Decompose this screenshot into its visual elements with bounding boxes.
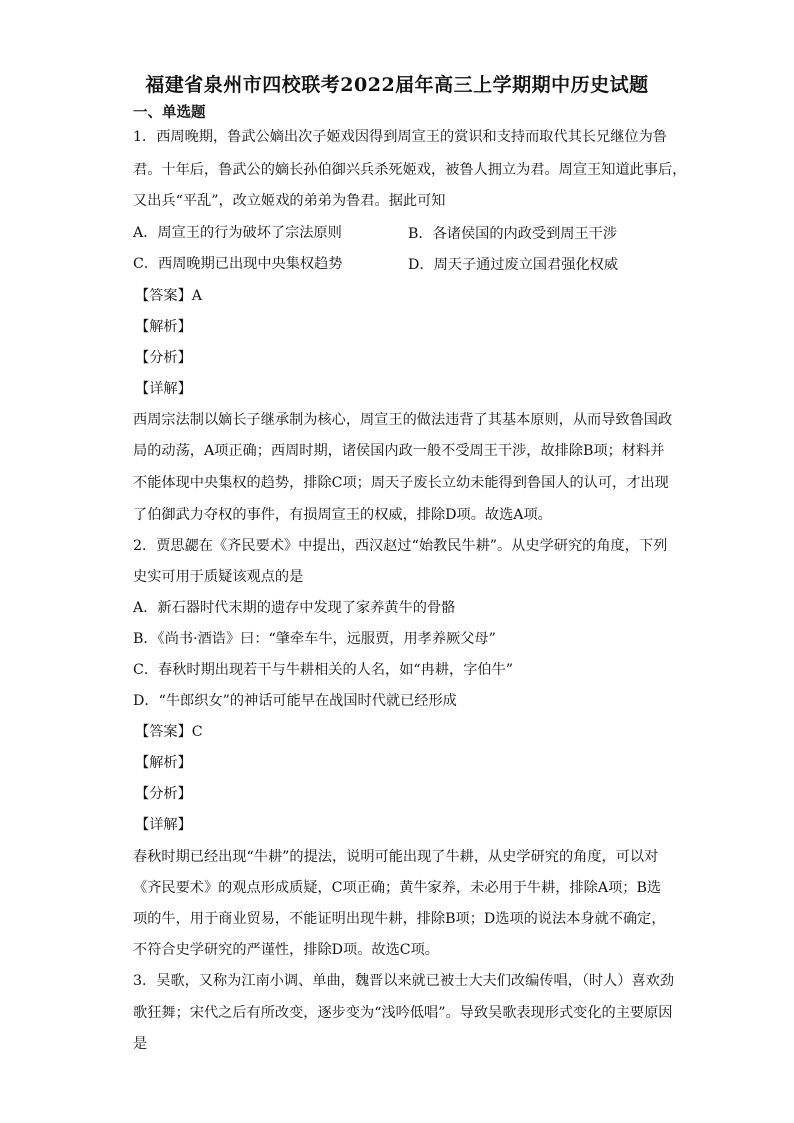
q1-option-d: D．周天子通过废立国君强化权威: [408, 257, 619, 273]
q3-stem-line-3: 是: [133, 1036, 148, 1052]
q1-explain-line-2: 局的动荡，A项正确；西周时期，诸侯国内政一般不受周王干涉，故排除B项；材料并: [133, 443, 665, 459]
q2-option-b: B．《尚书·酒诰》曰：“肇牵车牛，远服贾，用孝养厥父母”: [133, 631, 496, 647]
section-heading: 一、单选题: [133, 104, 206, 121]
q2-explain-line-4: 不符合史学研究的严谨性，排除D项。故选C项。: [133, 942, 439, 958]
document-title: 福建省泉州市四校联考2022届年高三上学期期中历史试题: [145, 74, 649, 96]
q2-explain-line-3: 项的牛，用于商业贸易，不能证明出现牛耕，排除B项；D选项的说法本身就不确定，: [133, 911, 666, 927]
q1-explain-line-4: 了伯御武力夺权的事件，有损周宣王的权威，排除D项。故选A项。: [133, 507, 552, 523]
q1-option-c: C．西周晚期已出现中央集权趋势: [133, 256, 343, 272]
q1-option-b: B．各诸侯国的内政受到周王干涉: [408, 226, 618, 242]
q2-answer: 【答案】C: [135, 724, 203, 740]
q3-stem-line-2: 歌狂舞；宋代之后有所改变，逐步变为“浅吟低唱”。导致吴歌表现形式变化的主要原因: [133, 1005, 673, 1021]
q1-stem-line-2: 君。十年后，鲁武公的嫡长孙伯御兴兵杀死姬戏，被鲁人拥立为君。周宣王知道此事后，: [133, 162, 687, 178]
q1-stem-line-1: 1．西周晚期，鲁武公嫡出次子姬戏因得到周宣王的赏识和支持而取代其长兄继位为鲁: [133, 129, 667, 145]
q1-answer: 【答案】A: [135, 288, 202, 304]
q1-detail-tag: 【详解】: [135, 381, 192, 397]
q1-analysis-tag: 【解析】: [135, 319, 192, 335]
q2-option-a: A．新石器时代末期的遗存中发现了家养黄牛的骨骼: [133, 600, 456, 616]
q2-fenxi-tag: 【分析】: [135, 786, 192, 802]
q2-explain-line-2: 《齐民要术》的观点形成质疑，C项正确；黄牛家养，未必用于牛耕，排除A项；B选: [133, 880, 662, 896]
q1-explain-line-3: 不能体现中央集权的趋势，排除C项；周天子废长立幼未能得到鲁国人的认可，才出现: [133, 475, 669, 491]
q2-option-c: C．春秋时期出现若干与牛耕相关的人名，如“冉耕，字伯牛”: [133, 662, 514, 678]
q1-fenxi-tag: 【分析】: [135, 350, 192, 366]
q1-explain-line-1: 西周宗法制以嫡长子继承制为核心，周宣王的做法违背了其基本原则，从而导致鲁国政: [133, 412, 673, 428]
q3-stem-line-1: 3．吴歌，又称为江南小调、单曲，魏晋以来就已被士大夫们改编传唱，（时人）喜欢劲: [133, 973, 675, 989]
q2-explain-line-1: 春秋时期已经出现“牛耕”的提法，说明可能出现了牛耕，从史学研究的角度，可以对: [133, 849, 659, 865]
q2-detail-tag: 【详解】: [135, 817, 192, 833]
q2-stem-line-2: 史实可用于质疑该观点的是: [133, 569, 304, 585]
q2-analysis-tag: 【解析】: [135, 755, 192, 771]
q1-stem-line-3: 又出兵“平乱”，改立姬戏的弟弟为鲁君。据此可知: [133, 193, 446, 209]
q1-option-a: A．周宣王的行为破坏了宗法原则: [133, 225, 342, 241]
q2-option-d: D．“牛郎织女”的神话可能早在战国时代就已经形成: [133, 693, 457, 709]
q2-stem-line-1: 2．贾思勰在《齐民要术》中提出，西汉赵过“始教民牛耕”。从史学研究的角度，下列: [133, 538, 668, 554]
